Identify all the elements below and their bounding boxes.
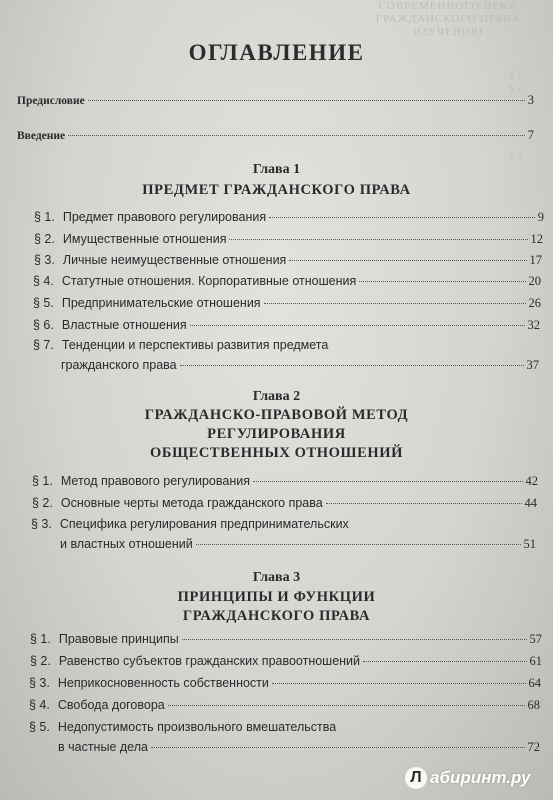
toc-entry-label-continuation: гражданского права: [61, 358, 177, 372]
toc-entry-label: Метод правового регулирования: [60, 474, 250, 488]
toc-entry-label: Неприкосновенность собственности: [57, 676, 269, 690]
toc-entry[interactable]: [32, 496, 537, 511]
chapter-number: Глава 2: [252, 389, 301, 404]
page-title: ОГЛАВЛЕНИЕ: [188, 40, 365, 65]
toc-entry-preface[interactable]: [17, 93, 534, 108]
chapter-title-line: ГРАЖДАНСКОГО ПРАВА: [182, 608, 371, 624]
dot-leader: [264, 303, 526, 304]
dot-leader: [253, 481, 523, 482]
section-number: § 4.: [33, 274, 54, 288]
dot-leader: [272, 683, 526, 684]
toc-entry[interactable]: [32, 474, 538, 489]
toc-entry-label-continuation: и властных отношений: [60, 537, 193, 551]
bleed-through-side: § 2.: [509, 84, 524, 95]
toc-entry-label: Тенденции и перспективы развития предмета: [61, 338, 329, 352]
toc-entry-page: 57: [529, 632, 542, 646]
toc-entry-first-line[interactable]: [33, 338, 328, 352]
toc-entry-label: Властные отношения: [61, 318, 187, 332]
chapter-title: [0, 181, 553, 200]
toc-entry[interactable]: [33, 274, 541, 289]
chapter-title: [0, 406, 553, 463]
toc-entry-page: 72: [527, 740, 540, 754]
section-number: § 1.: [30, 632, 51, 646]
toc-entry-page: 20: [528, 274, 541, 288]
bleed-through-header: [343, 0, 553, 36]
toc-entry[interactable]: [30, 632, 542, 647]
toc-entry-label: Специфика регулирования предпринимательских: [59, 517, 349, 531]
toc-entry-label: Имущественные отношения: [62, 232, 227, 246]
dot-leader: [190, 325, 525, 326]
labirint-logo-icon: Л: [405, 767, 427, 789]
toc-entry[interactable]: [29, 676, 541, 691]
toc-entry[interactable]: [34, 210, 544, 225]
section-number: § 2.: [32, 496, 53, 510]
toc-entry-label-continuation: в частные дела: [58, 740, 148, 754]
dot-leader: [168, 705, 525, 706]
toc-entry[interactable]: [34, 232, 543, 247]
section-number: § 5.: [29, 720, 50, 734]
dot-leader: [182, 639, 527, 640]
dot-leader: [229, 239, 527, 240]
dot-leader: [326, 503, 522, 504]
toc-entry[interactable]: [33, 296, 541, 311]
toc-entry-label: Предмет правового регулирования: [62, 210, 267, 224]
toc-entry-first-line[interactable]: [31, 517, 349, 531]
toc-entry-page: 7: [527, 128, 534, 142]
chapter-title-line: ОБЩЕСТВЕННЫХ ОТНОШЕНИЙ: [150, 445, 403, 461]
section-number: § 3.: [31, 517, 52, 531]
toc-entry-introduction[interactable]: [17, 128, 534, 143]
toc-entry-page: 9: [537, 210, 544, 224]
section-number: § 6.: [33, 318, 54, 332]
toc-entry-page: 44: [524, 496, 537, 510]
chapter-number: Глава 3: [252, 570, 301, 585]
dot-leader: [269, 217, 535, 218]
toc-entry[interactable]: [34, 253, 542, 268]
toc-entry-first-line[interactable]: [29, 720, 336, 734]
toc-entry-label: Введение: [17, 130, 66, 142]
chapter-title-line: РЕГУЛИРОВАНИЯ: [207, 426, 346, 442]
section-number: § 2.: [30, 654, 51, 668]
dot-leader: [196, 544, 521, 545]
section-number: § 3.: [34, 253, 55, 267]
toc-entry-page: 12: [530, 232, 543, 246]
dot-leader: [180, 365, 524, 366]
toc-entry-label: Предпринимательские отношения: [61, 296, 261, 310]
toc-entry-page: 32: [527, 318, 540, 332]
dot-leader: [359, 281, 525, 282]
dot-leader: [289, 260, 526, 261]
bleed-through-line: ГРАЖДАНСКОГО ПРАВА ИЗУЧЕНИЮ: [375, 13, 521, 38]
toc-entry-label: Недопустимость произвольного вмешательства: [57, 720, 337, 734]
toc-entry-page: 17: [529, 253, 542, 267]
toc-entry-label: Личные неимущественные отношения: [62, 253, 287, 267]
toc-entry-page: 37: [526, 358, 539, 372]
chapter-title-line: ПРИНЦИПЫ И ФУНКЦИИ: [177, 589, 376, 605]
bleed-through-side: § 1.: [509, 70, 524, 81]
toc-entry-label: Статутные отношения. Корпоративные отношения: [61, 274, 357, 288]
chapter-title-line: ПРЕДМЕТ ГРАЖДАНСКОГО ПРАВА: [142, 182, 411, 198]
toc-entry[interactable]: [33, 318, 540, 333]
toc-entry-continuation[interactable]: [58, 740, 540, 755]
dot-leader: [88, 100, 525, 101]
section-number: § 5.: [33, 296, 54, 310]
bleed-through-side: § 3.: [509, 152, 524, 163]
chapter-title-line: ГРАЖДАНСКО-ПРАВОВОЙ МЕТОД: [144, 407, 409, 423]
toc-entry-page: 68: [527, 698, 540, 712]
section-number: § 1.: [34, 210, 55, 224]
dot-leader: [363, 661, 526, 662]
section-number: § 3.: [29, 676, 50, 690]
toc-entry-label: Свобода договора: [57, 698, 165, 712]
watermark-text: абиринт.ру: [430, 768, 531, 787]
toc-entry-continuation[interactable]: [60, 537, 536, 552]
section-number: § 4.: [29, 698, 50, 712]
chapter-title: [0, 588, 553, 626]
bleed-through-line: СОВРЕМЕННОГО ВЕКА: [378, 0, 518, 12]
labirint-watermark: [405, 763, 550, 793]
toc-entry-label: Правовые принципы: [58, 632, 179, 646]
section-number: § 7.: [33, 338, 54, 352]
toc-entry-page: 3: [527, 93, 534, 107]
toc-entry-label: Основные черты метода гражданского права: [60, 496, 323, 510]
dot-leader: [151, 747, 525, 748]
toc-entry-continuation[interactable]: [61, 358, 539, 373]
toc-entry[interactable]: [29, 698, 540, 713]
toc-entry[interactable]: [30, 654, 542, 669]
toc-entry-page: 42: [525, 474, 538, 488]
chapter-number: Глава 1: [252, 162, 301, 177]
section-number: § 2.: [34, 232, 55, 246]
toc-entry-label: Равенство субъектов гражданских правоотношений: [58, 654, 361, 668]
toc-entry-page: 26: [528, 296, 541, 310]
toc-entry-page: 51: [523, 537, 536, 551]
toc-entry-page: 64: [528, 676, 541, 690]
section-number: § 1.: [32, 474, 53, 488]
toc-entry-label: Предисловие: [17, 95, 85, 107]
toc-entry-page: 61: [529, 654, 542, 668]
dot-leader: [68, 135, 525, 136]
